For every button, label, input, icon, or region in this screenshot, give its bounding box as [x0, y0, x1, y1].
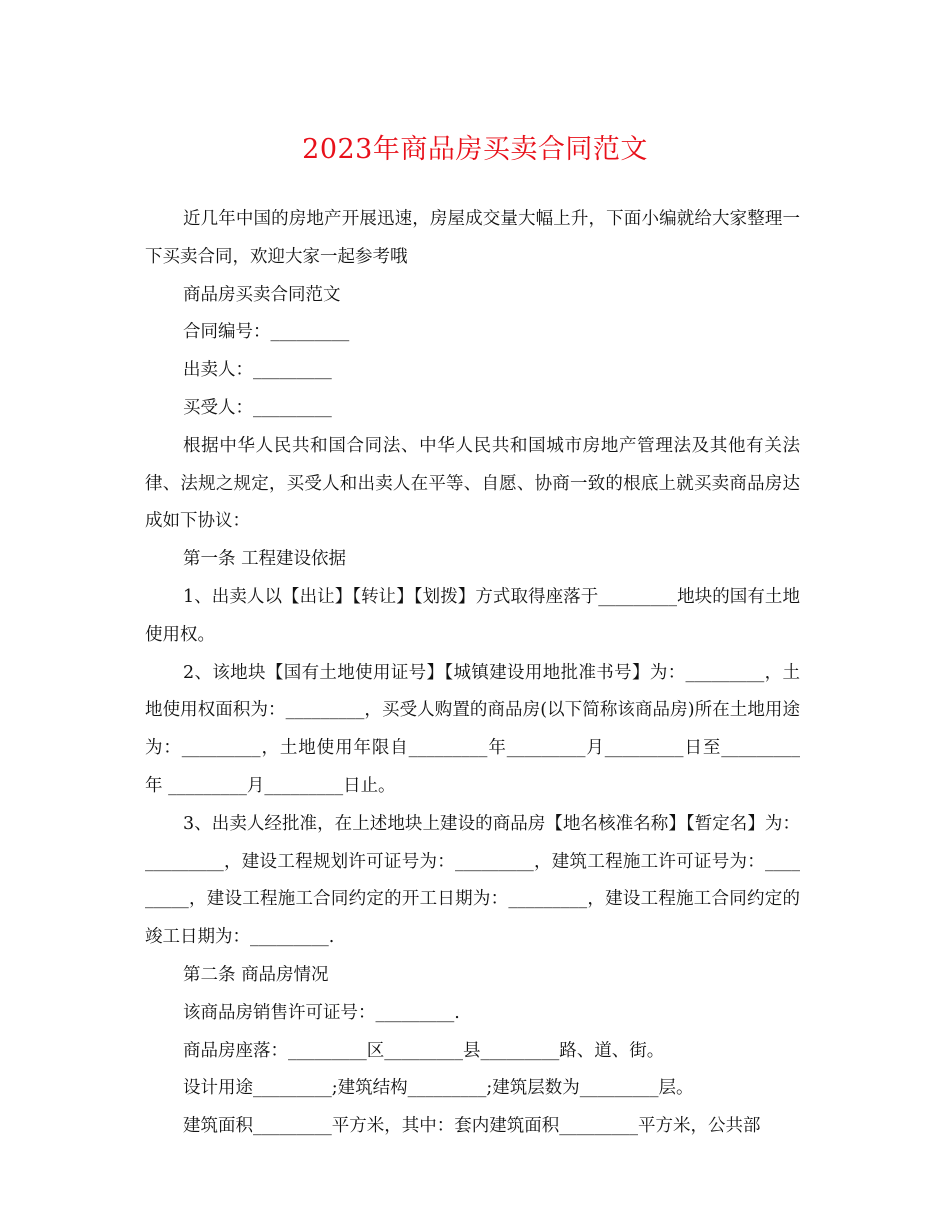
building-area-line: 建筑面积_________平方米，其中：套内建筑面积_________平方米，公共部	[183, 1116, 761, 1137]
article-one-item-3: 3、出卖人经批准，在上述地块上建设的商品房【地名核准名称】【暂定名】为：_________，建设工程规划许可证号为：_________，建筑工程施工许可证号为：_________，建设工程施工合同约定的开工日期为：_________，建设工程施工合同约定的竣工日期为：_________.	[145, 813, 800, 948]
property-location-line: 商品房座落：_________区_________县_________路、道、街。	[183, 1040, 665, 1061]
article-two-heading: 第二条 商品房情况	[183, 964, 329, 985]
document-title: 2023年商品房买卖合同范文	[302, 134, 648, 165]
article-one-heading: 第一条 工程建设依据	[183, 549, 347, 570]
intro-paragraph: 近几年中国的房地产开展迅速，房屋成交量大幅上升，下面小编就给大家整理一下买卖合同，欢迎大家一起参考哦	[145, 209, 800, 267]
design-use-line: 设计用途_________;建筑结构_________;建筑层数为_________层。	[183, 1078, 694, 1099]
contract-heading: 商品房买卖合同范文	[183, 284, 341, 305]
document-body	[145, 201, 800, 1146]
seller-line: 出卖人：_________	[183, 360, 332, 381]
sales-license-line: 该商品房销售许可证号：_________.	[183, 1002, 460, 1023]
article-one-item-2: 2、该地块【国有土地使用证号】【城镇建设用地批准书号】为：_________，土地使用权面积为：_________，买受人购置的商品房(以下简称该商品房)所在土地用途为：_________，土地使用年限自_________年_________月_________日至_________年 _________月_________日止。	[145, 662, 800, 796]
contract-number-line: 合同编号：_________	[183, 322, 350, 343]
article-one-item-1: 1、出卖人以【出让】【转让】【划拨】方式取得座落于_________地块的国有土地使用权。	[145, 586, 800, 645]
buyer-line: 买受人：_________	[183, 397, 332, 418]
legal-basis-paragraph: 根据中华人民共和国合同法、中华人民共和国城市房地产管理法及其他有关法律、法规之规定，买受人和出卖人在平等、自愿、协商一致的根底上就买卖商品房达成如下协议：	[145, 435, 800, 532]
